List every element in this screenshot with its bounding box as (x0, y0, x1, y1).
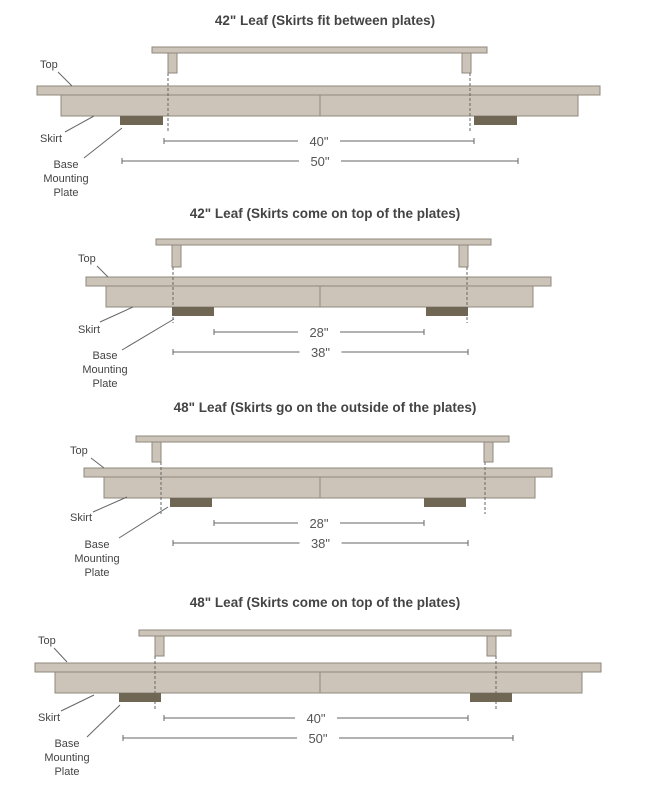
plate-label: Plate (92, 378, 118, 390)
mounting-plate-left (172, 307, 214, 316)
diagram-2 (78, 206, 551, 390)
plate-leader-line (84, 128, 122, 158)
skirt-leader-line (93, 497, 127, 512)
outer-dimension-label: 50" (310, 154, 330, 169)
mounting-plate-left (120, 116, 163, 125)
inner-dimension-label: 28" (309, 516, 329, 531)
skirt-right (320, 672, 582, 693)
leaf-leg-right (487, 636, 496, 656)
skirt-left (104, 477, 320, 498)
skirt-label: Skirt (38, 712, 60, 724)
tabletop (35, 663, 601, 672)
leaf-leg-right (462, 53, 471, 73)
tabletop (84, 468, 552, 477)
tabletop (86, 277, 551, 286)
plate-label: Base (84, 539, 110, 551)
plate-leader-line (87, 705, 120, 737)
top-label: Top (78, 253, 96, 265)
outer-dimension-label: 50" (308, 731, 328, 746)
tabletop (37, 86, 600, 95)
top-label: Top (70, 445, 88, 457)
leaf-board (156, 239, 491, 245)
mounting-plate-right (426, 307, 468, 316)
plate-label: Plate (54, 766, 80, 778)
top-leader-line (91, 458, 104, 468)
plate-leader-line (122, 319, 174, 350)
plate-label: Base (53, 159, 79, 171)
mounting-plate-right (470, 693, 512, 702)
leaf-board (139, 630, 511, 636)
mounting-plate-right (424, 498, 466, 507)
leaf-leg-left (152, 442, 161, 462)
skirt-right (320, 286, 533, 307)
plate-label: Mounting (82, 364, 128, 376)
outer-dimension-label: 38" (310, 536, 331, 551)
plate-label: Plate (53, 187, 79, 199)
skirt-label: Skirt (78, 324, 100, 336)
leaf-leg-left (168, 53, 177, 73)
leaf-leg-right (459, 245, 468, 267)
top-label: Top (40, 59, 58, 71)
leaf-leg-right (484, 442, 493, 462)
diagram-title: 42" Leaf (Skirts fit between plates) (214, 13, 436, 28)
leaf-leg-left (172, 245, 181, 267)
plate-label: Base (92, 350, 118, 362)
diagram-1 (37, 13, 600, 199)
skirt-left (106, 286, 320, 307)
top-label: Top (38, 635, 56, 647)
inner-dimension-label: 40" (309, 134, 329, 149)
diagram-3 (70, 400, 552, 579)
skirt-right (320, 477, 535, 498)
mounting-plate-right (474, 116, 517, 125)
inner-dimension-label: 28" (309, 325, 329, 340)
skirt-left (55, 672, 320, 693)
top-leader-line (54, 648, 67, 662)
diagram-title: 48" Leaf (Skirts come on top of the plates) (189, 595, 461, 610)
skirt-right (320, 95, 578, 116)
leaf-board (136, 436, 509, 442)
top-leader-line (58, 72, 72, 86)
diagram-title: 42" Leaf (Skirts come on top of the plates) (189, 206, 461, 221)
leaf-leg-left (155, 636, 164, 656)
skirt-left (61, 95, 320, 116)
skirt-leader-line (61, 695, 94, 711)
plate-label: Mounting (74, 553, 120, 565)
outer-dimension-label: 38" (310, 345, 331, 360)
diagram-title: 48" Leaf (Skirts go on the outside of the plates) (173, 400, 477, 415)
skirt-label: Skirt (70, 512, 92, 524)
plate-leader-line (119, 507, 168, 538)
leaf-board (152, 47, 487, 53)
skirt-label: Skirt (40, 133, 62, 145)
skirt-leader-line (65, 116, 94, 132)
top-leader-line (97, 266, 108, 277)
plate-label: Mounting (44, 752, 90, 764)
plate-label: Plate (84, 567, 110, 579)
inner-dimension-label: 40" (306, 711, 326, 726)
mounting-plate-left (170, 498, 212, 507)
skirt-leader-line (100, 307, 133, 322)
plate-label: Mounting (43, 173, 89, 185)
plate-label: Base (54, 738, 80, 750)
diagram-4 (35, 595, 601, 778)
